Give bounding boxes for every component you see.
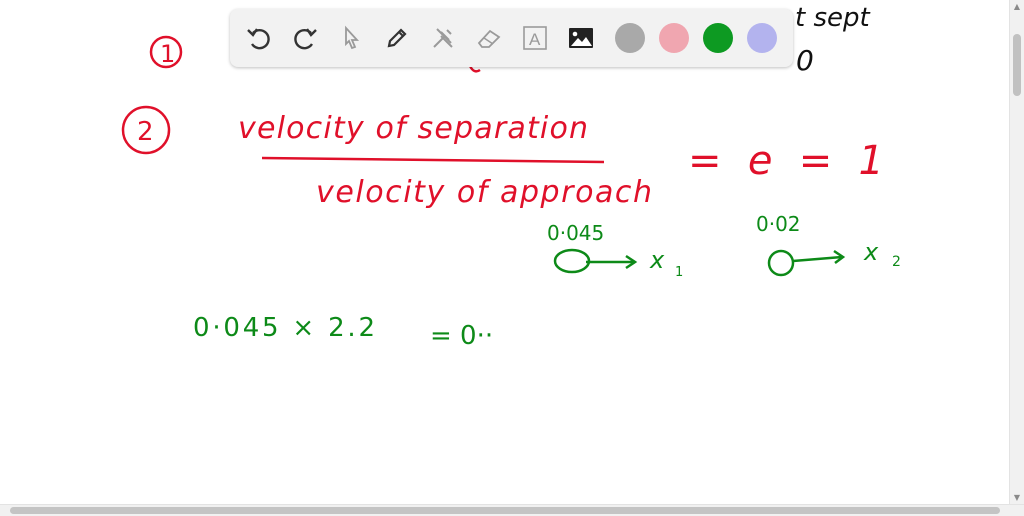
ball-2 bbox=[769, 251, 793, 275]
scroll-up-arrow-icon[interactable]: ▲ bbox=[1013, 2, 1021, 11]
fraction-denominator: velocity of approach bbox=[316, 175, 652, 210]
color-swatch-gray[interactable] bbox=[615, 23, 645, 53]
tools-button[interactable] bbox=[424, 19, 462, 57]
ball-1-subscript: 1 bbox=[675, 265, 684, 280]
ball-2-subscript: 2 bbox=[892, 254, 901, 270]
text-icon-glyph: A bbox=[529, 30, 541, 49]
image-tool-button[interactable] bbox=[562, 19, 600, 57]
text-tool-button[interactable] bbox=[516, 19, 554, 57]
select-tool-button[interactable] bbox=[332, 19, 370, 57]
scroll-down-arrow-icon[interactable]: ▼ bbox=[1013, 493, 1021, 502]
color-swatch-pink[interactable] bbox=[659, 23, 689, 53]
drawing-toolbar bbox=[230, 9, 793, 67]
ball-1-label: x bbox=[650, 246, 665, 274]
ball-2-mass: 0·02 bbox=[756, 212, 801, 236]
pen-tool-button[interactable] bbox=[378, 19, 416, 57]
undo-icon bbox=[245, 24, 273, 52]
pointer-icon bbox=[337, 24, 365, 52]
equals-e-equals-one: = e = 1 bbox=[688, 138, 884, 184]
horizontal-scroll-thumb[interactable] bbox=[10, 507, 1000, 514]
momentum-result-partial: = 0·· bbox=[430, 321, 494, 351]
ball-2-label: x bbox=[864, 238, 879, 266]
vertical-scrollbar[interactable] bbox=[1009, 0, 1024, 505]
eraser-icon bbox=[475, 24, 503, 52]
momentum-product: 0·045 × 2.2 bbox=[193, 313, 375, 343]
fraction-bar bbox=[262, 158, 604, 162]
ball-1 bbox=[555, 250, 589, 272]
horizontal-scrollbar[interactable] bbox=[0, 504, 1024, 516]
redo-button[interactable] bbox=[286, 19, 324, 57]
item-1-zero: 0 bbox=[796, 44, 814, 77]
ball-2-arrow-shaft bbox=[793, 257, 842, 261]
eraser-tool-button[interactable] bbox=[470, 19, 508, 57]
undo-button[interactable] bbox=[240, 19, 278, 57]
redo-icon bbox=[291, 24, 319, 52]
fraction-numerator: velocity of separation bbox=[238, 111, 588, 146]
item-2-marker: 2 bbox=[137, 117, 154, 147]
color-swatch-lavender[interactable] bbox=[747, 23, 777, 53]
text-icon bbox=[521, 24, 549, 52]
color-swatch-green[interactable] bbox=[703, 23, 733, 53]
pen-icon bbox=[383, 24, 411, 52]
item-1-marker: 1 bbox=[160, 40, 176, 68]
ball-1-mass: 0·045 bbox=[547, 221, 605, 245]
image-icon bbox=[567, 24, 595, 52]
tools-icon bbox=[429, 24, 457, 52]
item-1-tail-text: t sept bbox=[795, 3, 870, 33]
vertical-scroll-thumb[interactable] bbox=[1013, 34, 1021, 96]
